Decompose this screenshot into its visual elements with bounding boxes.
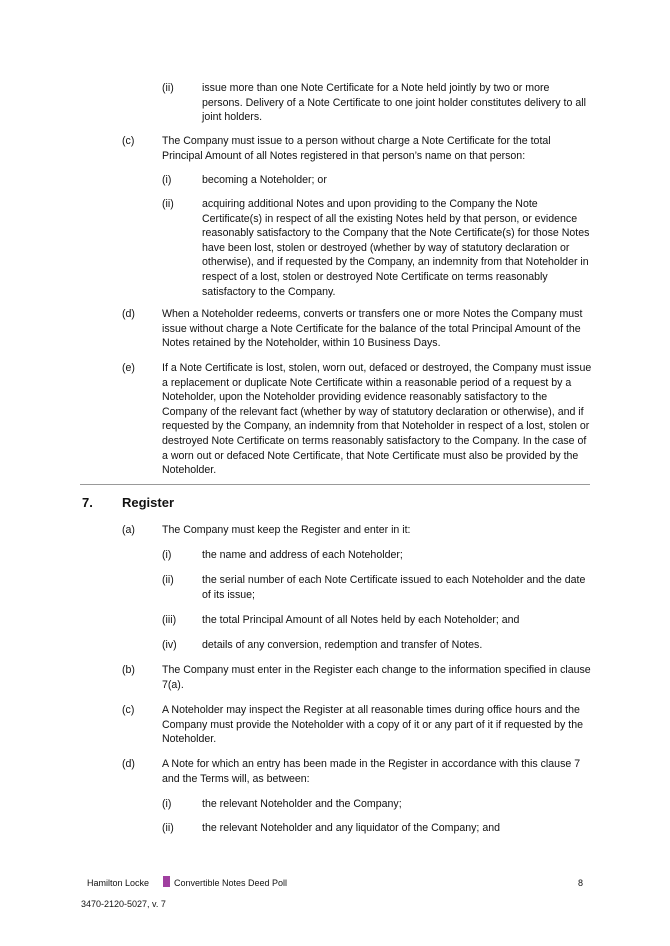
clause-number: (b) [122, 664, 135, 676]
clause-number: (iv) [162, 639, 177, 651]
footer-color-mark [163, 876, 170, 887]
clause-number: (i) [162, 174, 172, 186]
clause-text: acquiring additional Notes and upon providing to the Company the Note Certificate(s) in respect of all the existing Notes held by that person, or evidence reasonably satisfactory to the Company that the Note Certificate(s) for those Notes have been lost, stolen or destroyed (whether by way of statutory declaration or otherwise), and if requested by the Company, an indemnity from that Noteholder in respect of a lost, stolen or destroyed Note Certificate on terms reasonably satisfactory to the Company. [202, 198, 590, 298]
page-number: 8 [578, 878, 584, 888]
clause-text: the relevant Noteholder and any liquidator of the Company; and [202, 822, 500, 834]
clause-number: (i) [162, 798, 172, 810]
clause-text: When a Noteholder redeems, converts or transfers one or more Notes the Company must issue without charge a Note Certificate for the balance of the total Principal Amount of the Notes retained by the Noteholder, within 10 Business Days. [162, 308, 583, 350]
clause-number: (iii) [162, 614, 177, 626]
clause-text: The Company must keep the Register and enter in it: [162, 524, 411, 536]
clause-text: issue more than one Note Certificate for a Note held jointly by two or more persons. Delivery of a Note Certificate to one joint holder constitutes delivery to all joint holders. [202, 82, 586, 124]
section-title: Register [122, 495, 175, 510]
clause-text: A Noteholder may inspect the Register at all reasonable times during office hours and the Company must provide the Noteholder with a copy of it or any part of it if requested by the Noteholder. [162, 704, 584, 746]
document-reference: 3470-2120-5027, v. 7 [81, 899, 166, 909]
section-divider [80, 484, 590, 485]
section-number: 7. [82, 495, 93, 510]
clause-text: the total Principal Amount of all Notes held by each Noteholder; and [202, 614, 520, 626]
clause-number: (a) [122, 524, 135, 536]
clause-number: (c) [122, 135, 135, 147]
clause-number: (ii) [162, 82, 174, 94]
clause-number: (d) [122, 758, 135, 770]
clause-number: (e) [122, 362, 135, 374]
clause-text: The Company must issue to a person without charge a Note Certificate for the total Principal Amount of all Notes registered in that person’s name on that person: [162, 135, 551, 162]
footer-document-title: Convertible Notes Deed Poll [174, 878, 288, 888]
clause-number: (ii) [162, 822, 174, 834]
clause-number: (i) [162, 549, 172, 561]
clause-text: The Company must enter in the Register each change to the information specified in clause 7(a). [162, 664, 591, 691]
clause-text: A Note for which an entry has been made in the Register in accordance with this clause 7 and the Terms will, as between: [162, 758, 581, 785]
clause-text: becoming a Noteholder; or [202, 174, 327, 186]
clause-text: If a Note Certificate is lost, stolen, worn out, defaced or destroyed, the Company must issue a replacement or duplicate Note Certificate within a reasonable period of a request by a Noteholder, upon the Noteholder providing evidence reasonably satisfactory to the Company of the relevant fact (whether by way of statutory declaration or otherwise), and if requested by the Company, an indemnity from that Noteholder in respect of a lost, stolen or destroyed Note Certificate on terms reasonably satisfactory to the Company. In the case of a worn out or defaced Note Certificate, that Note Certificate must also be provided by the Noteholder. [162, 362, 592, 477]
clause-number: (ii) [162, 574, 174, 586]
clause-text: details of any conversion, redemption and transfer of Notes. [202, 639, 483, 651]
clause-number: (d) [122, 308, 135, 320]
clause-text: the serial number of each Note Certificate issued to each Noteholder and the date of its issue; [202, 574, 586, 601]
clause-number: (c) [122, 704, 135, 716]
footer-firm: Hamilton Locke [87, 878, 150, 888]
clause-text: the relevant Noteholder and the Company; [202, 798, 402, 810]
clause-number: (ii) [162, 198, 174, 210]
clause-text: the name and address of each Noteholder; [202, 549, 403, 561]
